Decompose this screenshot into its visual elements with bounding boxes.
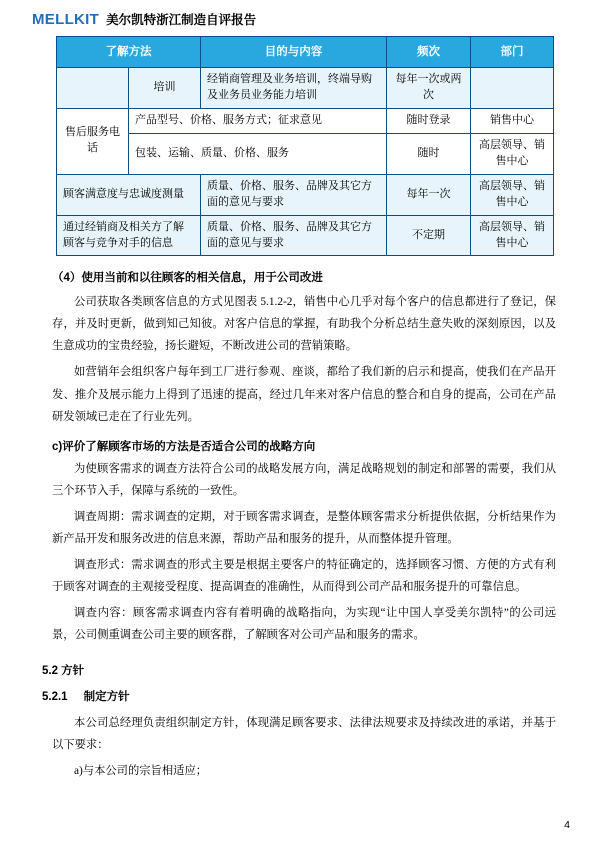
brand-logo: MELLKIT	[32, 11, 100, 28]
cell-method-main: 顾客满意度与忠诚度测量	[57, 174, 201, 215]
cell-frequency: 随时	[387, 133, 471, 174]
cell-frequency: 不定期	[387, 215, 471, 256]
heading-5-2: 5.2 方针	[42, 664, 85, 677]
paragraph-7: 本公司总经理负责组织制定方针，体现满足顾客要求、法律法规要求及持续改进的承诺，并基于以下要求：	[52, 716, 556, 751]
document-header	[30, 10, 570, 28]
customer-info-table	[56, 36, 554, 256]
paragraph-1: 公司获取各类顾客信息的方式见图表 5.1.2-2，销售中心几乎对每个客户的信息都进行了登记，保存，并及时更新，做到知己知彼。对客户信息的掌握，有助我个分析总结生意失败的深刻原因，以及生意成功的宝贵经验，扬长避短，不断改进公司的营销策略。	[52, 296, 556, 353]
table-header-row	[57, 37, 554, 68]
cell-department: 高层领导、销售中心	[471, 174, 554, 215]
heading-5-2-1-text: 制定方针	[83, 690, 130, 703]
section-4-title: （4）使用当前和以往顾客的相关信息，用于公司改进	[52, 272, 323, 285]
cell-purpose: 经销商管理及业务培训，终端导购及业务员业务能力培训	[201, 68, 387, 109]
cell-method-main: 售后服务电话	[57, 108, 129, 174]
cell-frequency: 每年一次	[387, 174, 471, 215]
heading-c: c)评价了解顾客市场的方法是否适合公司的战略方向	[52, 440, 316, 453]
header-title: 美尔凯特浙江制造自评报告	[106, 13, 257, 27]
cell-method-sub: 培训	[129, 68, 201, 109]
cell-purpose: 产品型号、价格、服务方式；征求意见	[129, 108, 387, 133]
table-header-purpose: 目的与内容	[201, 37, 387, 68]
cell-department	[471, 68, 554, 109]
heading-5-2-1-number: 5.2.1	[42, 690, 68, 703]
table-header-method: 了解方法	[57, 37, 201, 68]
table-row	[57, 108, 554, 133]
table-row	[57, 174, 554, 215]
cell-frequency: 随时登录	[387, 108, 471, 133]
table-header-frequency: 频次	[387, 37, 471, 68]
cell-method-main	[57, 68, 129, 109]
list-item: a)与本公司的宗旨相适应；	[74, 764, 208, 777]
paragraph-3: 为使顾客需求的调查方法符合公司的战略发展方向，满足战略规划的制定和部署的需要，我们从三个环节入手，保障与系统的一致性。	[52, 462, 556, 497]
cell-purpose: 质量、价格、服务、品牌及其它方面的意见与要求	[201, 215, 387, 256]
cell-department: 高层领导、销售中心	[471, 215, 554, 256]
cell-department: 销售中心	[471, 108, 554, 133]
cell-method-main: 通过经销商及相关方了解顾客与竞争对手的信息	[57, 215, 201, 256]
table-header-department: 部门	[471, 37, 554, 68]
heading-5-2-1	[42, 688, 570, 704]
table-row	[57, 133, 554, 174]
table-row	[57, 215, 554, 256]
table-row	[57, 68, 554, 109]
paragraph-4: 调查周期：需求调查的定期，对于顾客需求调查，是整体顾客需求分析提供依据，分析结果作为新产品开发和服务改进的信息来源，帮助产品和服务的提升，从而整体提升管理。	[52, 510, 556, 545]
cell-purpose: 质量、价格、服务、品牌及其它方面的意见与要求	[201, 174, 387, 215]
paragraph-5: 调查形式：需求调查的形式主要是根据主要客户的特征确定的，选择顾客习惯、方便的方式有利于顾客对调查的主观接受程度、提高调查的准确性，从而得到公司产品和服务提升的可靠信息。	[52, 558, 556, 593]
paragraph-6: 调查内容：顾客需求调查内容有着明确的战略指向，为实现“让中国人享受美尔凯特”的公司远景，公司侧重调查公司主要的顾客群，了解顾客对公司产品和服务的需求。	[52, 606, 556, 641]
cell-department: 高层领导、销售中心	[471, 133, 554, 174]
cell-purpose: 包装、运输、质量、价格、服务	[129, 133, 387, 174]
page-number: 4	[564, 819, 570, 831]
cell-frequency: 每年一次或两次	[387, 68, 471, 109]
paragraph-2: 如营销年会组织客户每年到工厂进行参观、座谈，都给了我们新的启示和提高，使我们在产品开发、推介及展示能力上得到了迅速的提高，经过几年来对客户信息的整合和自身的提高，公司在产品研发领域已走在了行业先列。	[52, 366, 556, 423]
